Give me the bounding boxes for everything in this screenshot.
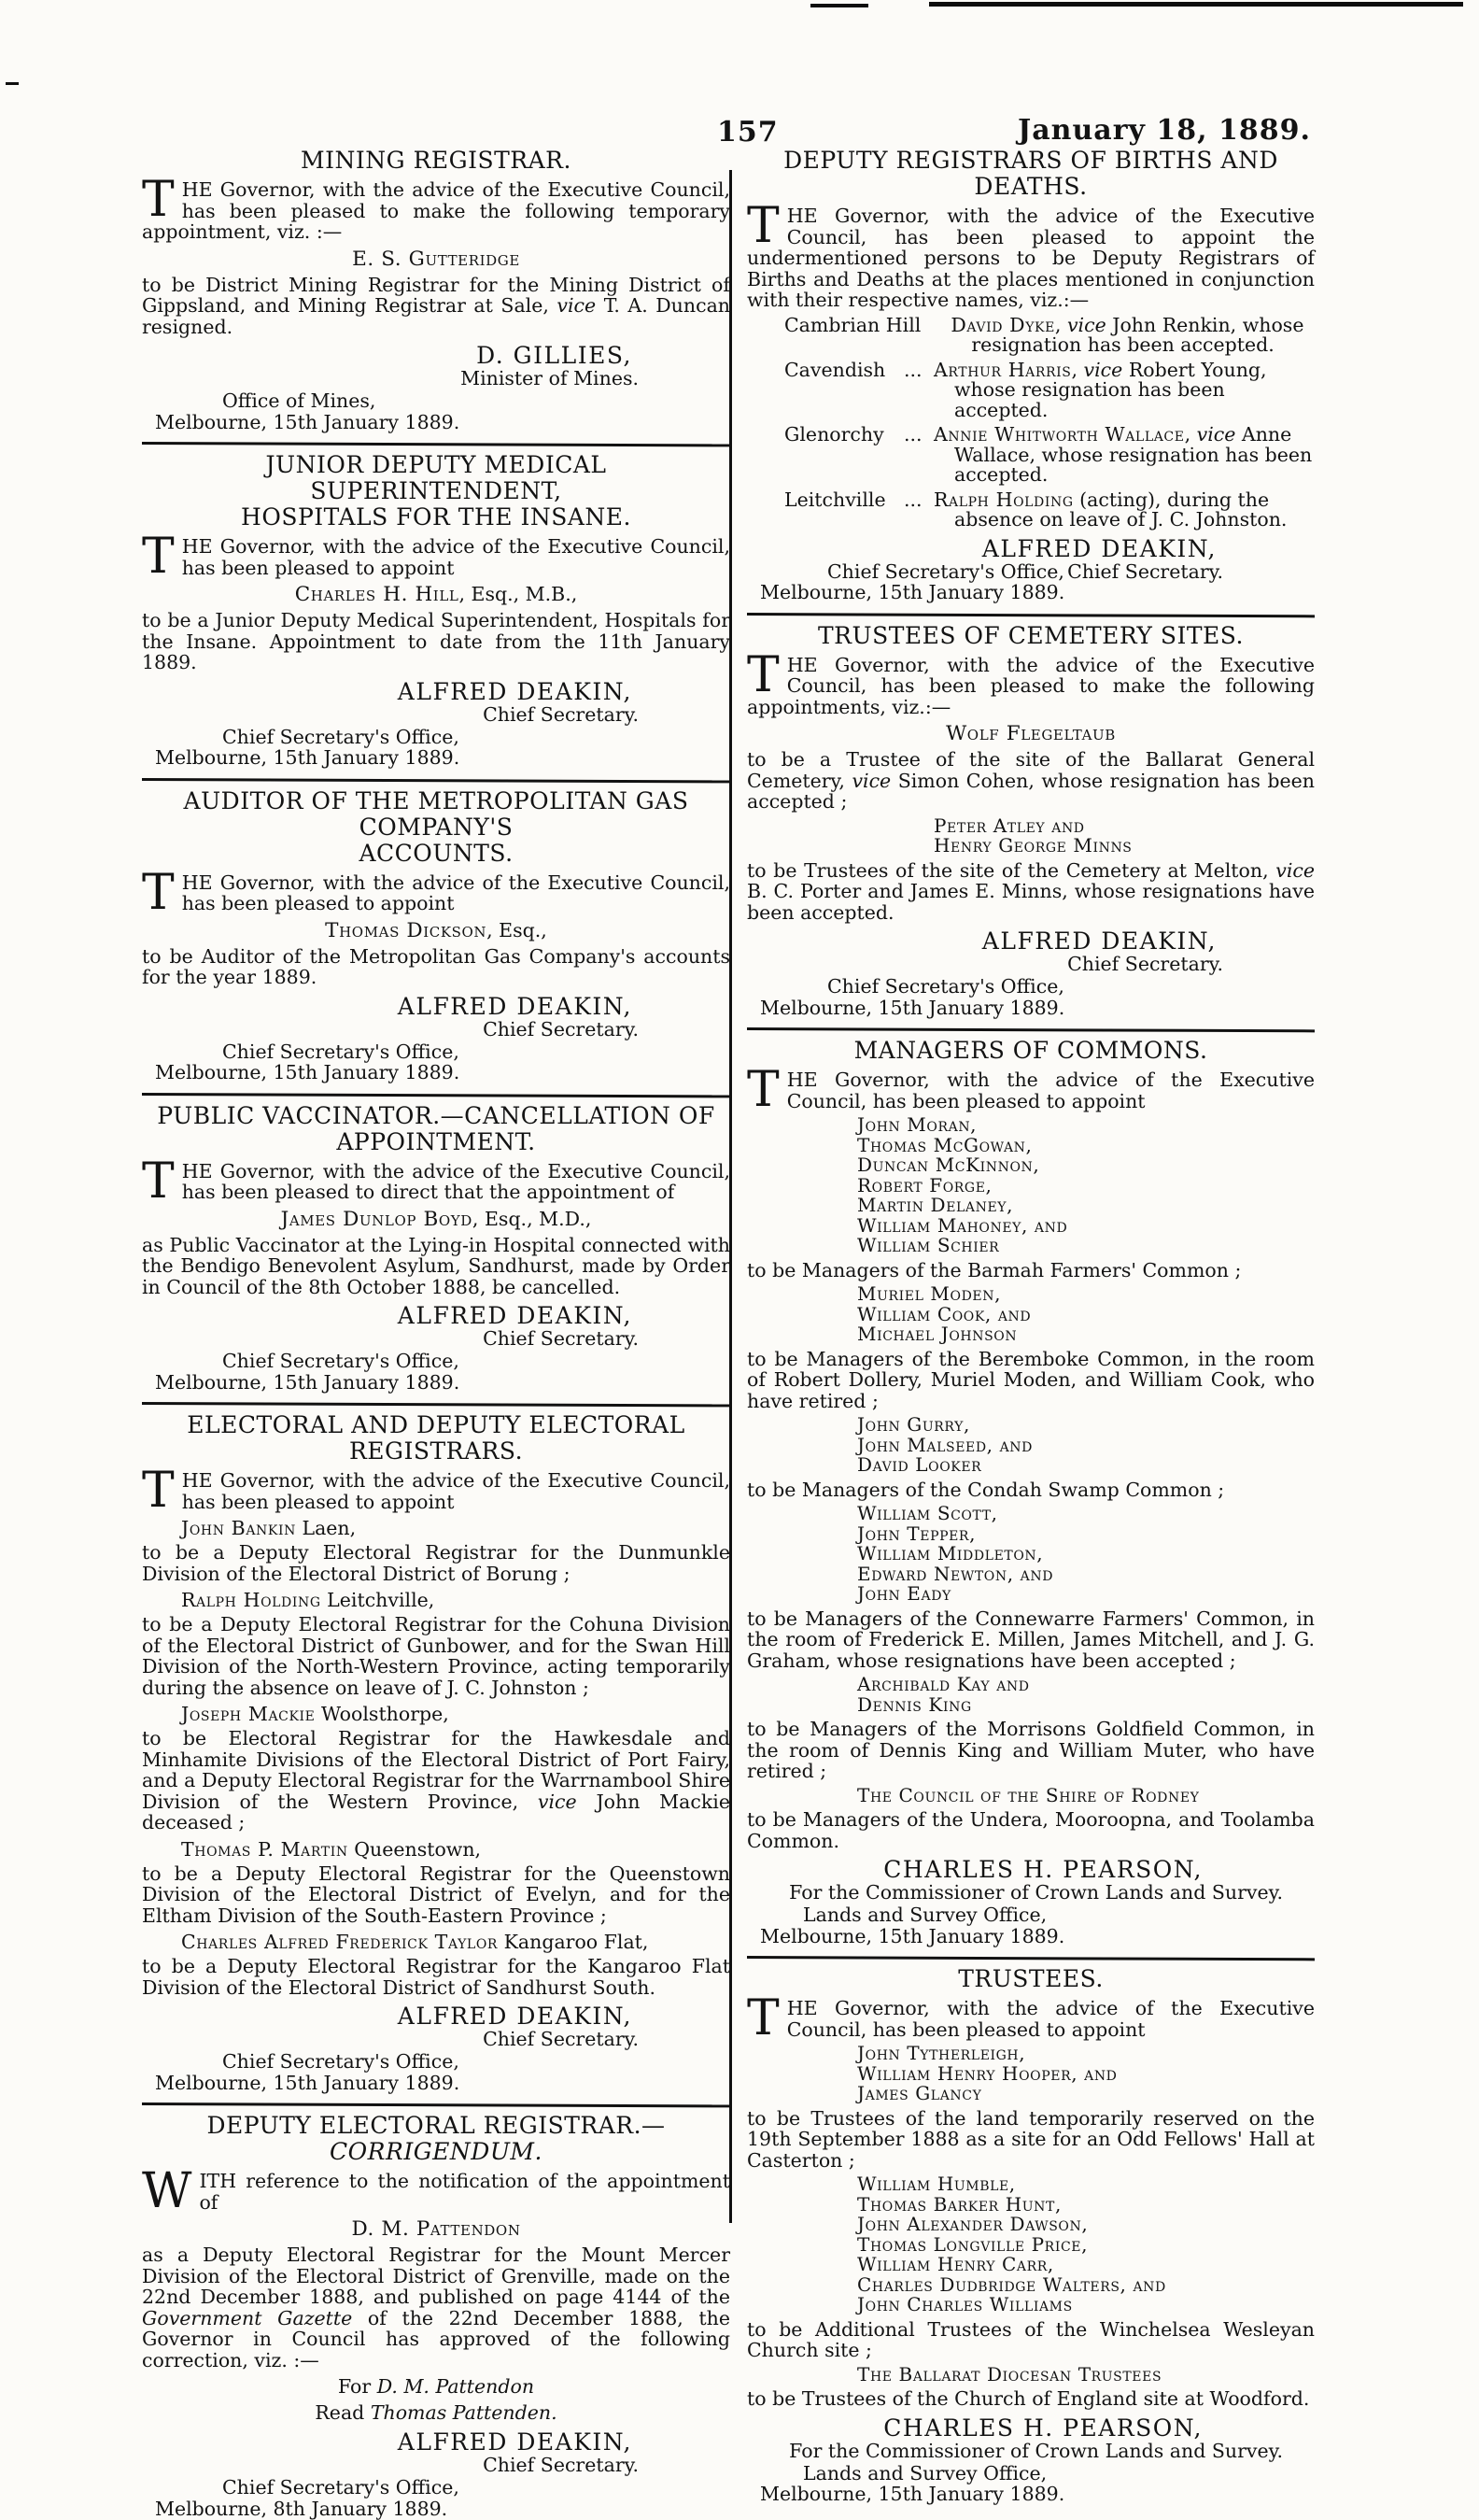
appointee-name — [142, 2217, 730, 2241]
section-auditor — [142, 788, 730, 1096]
entry-rest: Robert Young, whose resignation has been accepted. — [954, 358, 1267, 421]
registrar-entry — [747, 313, 1315, 356]
appointee-name — [142, 248, 730, 271]
correction-read-line — [142, 2401, 730, 2424]
list-name: Archibald Kay and — [857, 1673, 1030, 1695]
appointee-name-list — [857, 1675, 1315, 1715]
entry-dots — [921, 316, 951, 356]
list-name: Thomas McGowan, — [857, 1133, 1033, 1156]
signature-title: Chief Secretary. — [1067, 559, 1223, 583]
entry-sep: , — [1071, 358, 1084, 381]
body-text: to be Trustees of the site of the Cemetery at Melton, — [747, 858, 1276, 882]
section-rule — [747, 1956, 1315, 1961]
dropcap-letter: T — [142, 172, 175, 228]
intro-text: HE Governor, with the advice of the Executive Council, has been pleased to make the following temporary appointment, viz. :— — [142, 178, 730, 243]
signature-name: ALFRED DEAKIN, — [981, 927, 1217, 955]
body-text: to be Trustees of the Church of England site at Woodford. — [747, 2387, 1310, 2410]
body-paragraph — [747, 1260, 1315, 1281]
section-rule — [142, 2102, 730, 2107]
appointee-name-list — [857, 2362, 1315, 2386]
list-name: William Henry Carr, — [857, 2253, 1054, 2275]
entry-rest: (acting), during the absence on leave of J. C. Johnston. — [954, 488, 1288, 531]
heading-line: ELECTORAL AND DEPUTY ELECTORAL — [187, 1411, 685, 1438]
section-mining-registrar — [142, 148, 730, 445]
office-date-line: Melbourne, 15th January 1889. — [155, 1370, 460, 1394]
appointee-name — [181, 1931, 730, 1953]
vice-italic: vice — [852, 769, 892, 792]
appointee-name-list — [857, 1415, 1315, 1476]
office-date-line: Melbourne, 15th January 1889. — [155, 2071, 460, 2094]
appointee-name — [181, 1703, 730, 1725]
signature-title: Chief Secretary. — [483, 702, 639, 726]
section-heading: DEPUTY REGISTRARS OF BIRTHS AND DEATHS. — [783, 147, 1278, 200]
body-paragraph — [142, 946, 730, 988]
body-paragraph — [747, 1349, 1315, 1412]
appointee-smallcaps: Joseph Mackie — [181, 1703, 316, 1725]
list-name: John Alexander Dawson, — [857, 2213, 1089, 2235]
list-name: William Scott, — [857, 1502, 998, 1524]
signature-name: ALFRED DEAKIN, — [397, 992, 632, 1020]
heading-line: APPOINTMENT. — [336, 1127, 536, 1155]
office-date-line: Melbourne, 15th January 1889. — [760, 1924, 1065, 1947]
body-text: B. C. Porter and James E. Minns, whose resignations have been accepted. — [747, 880, 1315, 924]
appointee-place: Woolsthorpe, — [315, 1703, 449, 1725]
appointee-smallcaps: John Bankin — [181, 1517, 296, 1539]
entry-sep: , — [1184, 423, 1197, 446]
entry-text — [951, 313, 1315, 356]
intro-text: HE Governor, with the advice of the Executive Council, has been pleased to appoint — [181, 871, 730, 914]
entry-text — [934, 358, 1315, 421]
body-paragraph — [142, 1614, 730, 1698]
appointee-smallcaps: Wolf Flegeltaub — [946, 722, 1116, 745]
scan-artifact-rule — [929, 2, 1463, 7]
body-text: Simon Cohen, whose resignation has been accepted ; — [747, 769, 1316, 813]
appointee-smallcaps: Charles H. Hill — [294, 583, 459, 606]
appointee-place: Queenstown, — [347, 1837, 482, 1861]
body-paragraph — [142, 275, 730, 338]
body-paragraph — [747, 2319, 1315, 2361]
vice-italic: vice — [1275, 858, 1315, 882]
section-rule — [747, 1027, 1315, 1032]
office-date-line: Melbourne, 15th January 1889. — [155, 410, 460, 433]
body-text: to be Managers of the Condah Swamp Common ; — [747, 1478, 1225, 1501]
intro-paragraph — [142, 1153, 730, 1210]
section-rule — [142, 1402, 730, 1407]
office-date-line: Melbourne, 15th January 1889. — [760, 581, 1065, 603]
body-paragraph — [747, 860, 1315, 924]
entry-place: Leitchville — [784, 488, 886, 511]
entry-dots: ... — [904, 488, 923, 511]
office-line: Chief Secretary's Office, — [222, 1350, 459, 1372]
appointee-smallcaps: Charles Alfred Frederick Taylor — [181, 1931, 499, 1953]
intro-paragraph — [747, 198, 1315, 311]
signature-title: Chief Secretary. — [483, 2028, 639, 2050]
correction-label: Read — [315, 2401, 371, 2424]
body-paragraph — [142, 2244, 730, 2371]
section-corrigendum — [142, 2113, 730, 2519]
signature-title: For the Commissioner of Crown Lands and Survey. — [789, 1881, 1283, 1904]
section-rule — [142, 778, 730, 783]
body-text: to be a Deputy Electoral Registrar for the Dunmunkle Division of the Electoral District of Borung ; — [142, 1541, 730, 1585]
entry-sep: , — [1054, 313, 1067, 336]
list-name: The Council of the Shire of Rodney — [857, 1783, 1200, 1806]
body-text: of the 22nd December 1888, the Governor in Council has approved of the following correction, viz. :— — [142, 2306, 730, 2371]
section-heading — [142, 1412, 730, 1465]
section-rule — [142, 1093, 730, 1097]
office-line: Chief Secretary's Office, — [827, 975, 1064, 998]
body-text: to be a Junior Deputy Medical Superintendent, Hospitals for the Insane. Appointment to date from the 11th January 1889. — [142, 609, 730, 673]
list-name: Thomas Barker Hunt, — [857, 2192, 1062, 2216]
signature-name: D. GILLIES, — [476, 342, 632, 369]
body-text: to be Managers of the Connewarre Farmers' Common, in the room of Frederick E. Millen, James Mitchell, and J. G. Graham, whose resignations have been accepted ; — [747, 1607, 1315, 1672]
list-name: William Mahoney, and — [857, 1213, 1068, 1237]
list-name: John Tepper, — [857, 1522, 977, 1545]
heading-italic: CORRIGENDUM. — [330, 2138, 542, 2165]
intro-paragraph — [142, 1463, 730, 1519]
appointee-smallcaps: James Dunlop Boyd — [280, 1207, 472, 1231]
body-text: to be a Deputy Electoral Registrar for the Queenstown Division of the Electoral District of Evelyn, and for the Eltham Division of the South-Eastern Province ; — [142, 1862, 730, 1927]
body-text: to be Trustees of the land temporarily reserved on the 19th September 1888 as a site for an Odd Fellows' Hall at Casterton ; — [747, 2106, 1315, 2172]
dropcap-letter: T — [142, 1153, 175, 1210]
dropcap-letter: T — [142, 1463, 175, 1519]
list-name: Robert Forge, — [857, 1173, 993, 1196]
list-name: David Looker — [857, 1453, 982, 1476]
section-heading: MANAGERS OF COMMONS. — [853, 1037, 1208, 1064]
intro-text: HE Governor, with the advice of the Executive Council, has been pleased to make the following appointments, viz.:— — [747, 653, 1315, 718]
body-text: to be a Trustee of the site of the Ballarat General Cemetery, — [747, 748, 1315, 792]
dropcap-letter: T — [142, 864, 175, 921]
body-paragraph — [747, 1608, 1315, 1672]
correction-name-italic: Thomas Pattenden. — [370, 2401, 557, 2424]
list-name: Dennis King — [857, 1692, 972, 1716]
list-name: John Gurry, — [857, 1413, 970, 1436]
heading-line: HOSPITALS FOR THE INSANE. — [241, 503, 631, 531]
entry-rest: John Renkin, whose resignation has been accepted. — [971, 313, 1304, 356]
signature-title: Chief Secretary. — [483, 1327, 639, 1350]
list-name: John Tytherleigh, — [857, 2042, 1026, 2064]
dropcap-letter: T — [747, 1990, 780, 2046]
section-trustees — [747, 1966, 1315, 2505]
dropcap-letter: T — [142, 529, 175, 585]
body-paragraph — [142, 1542, 730, 1584]
entry-place: Glenorchy — [784, 423, 884, 446]
list-name: Thomas Longville Price, — [857, 2232, 1089, 2256]
entry-text — [934, 425, 1315, 486]
office-line: Chief Secretary's Office, — [222, 2050, 459, 2073]
page-number: 157 — [717, 116, 779, 149]
left-column — [142, 146, 730, 2519]
entry-dots: ... — [904, 358, 923, 381]
list-name: Michael Johnson — [857, 1323, 1018, 1345]
appointee-suffix: , Esq., M.D., — [472, 1207, 592, 1230]
appointee-name — [142, 583, 730, 606]
appointee-suffix: , Esq., — [486, 918, 547, 941]
heading-roman: DEPUTY ELECTORAL REGISTRAR.— — [206, 2112, 666, 2139]
signature-name: ALFRED DEAKIN, — [397, 2428, 632, 2456]
body-paragraph — [747, 2108, 1315, 2172]
entry-text — [934, 490, 1315, 531]
body-text: as a Deputy Electoral Registrar for the Mount Mercer Division of the Electoral District of Grenville, made on the 22nd December 1888, and published on page 4144 of the — [142, 2244, 730, 2308]
intro-paragraph — [142, 864, 730, 921]
list-name: William Humble, — [857, 2173, 1016, 2195]
office-line: Chief Secretary's Office, — [222, 1040, 459, 1063]
intro-paragraph — [142, 172, 730, 243]
section-vaccinator — [142, 1103, 730, 1406]
entry-name-smallcaps: David Dyke — [951, 313, 1055, 336]
office-line: Chief Secretary's Office, — [827, 559, 1064, 583]
list-name: Charles Dudbridge Walters, and — [857, 2272, 1166, 2296]
body-text: as Public Vaccinator at the Lying-in Hospital connected with the Bendigo Benevolent Asylum, Sandhurst, made by Order in Council of the 8th October 1888, be cancelled. — [142, 1233, 730, 1298]
body-text: to be District Mining Registrar for the Mining District of Gippsland, and Mining Registrar at Sale, — [142, 273, 730, 317]
intro-paragraph — [142, 2163, 730, 2219]
appointee-name — [181, 1517, 730, 1539]
office-date-line: Melbourne, 15th January 1889. — [760, 2483, 1065, 2505]
list-name: The Ballarat Diocesan Trustees — [857, 2362, 1162, 2386]
intro-text: HE Governor, with the advice of the Executive Council, has been pleased to appoint the undermentioned persons to be Deputy Registrars of Births and Deaths at the places mentioned in conjunction with their respective names, viz.:— — [747, 205, 1315, 311]
office-line: Lands and Survey Office, — [803, 2461, 1048, 2485]
dropcap-letter: T — [747, 1062, 780, 1118]
entry-place: Cambrian Hill — [784, 313, 922, 336]
entry-name-smallcaps: Ralph Holding — [934, 488, 1074, 511]
office-line: Chief Secretary's Office, — [222, 2476, 459, 2499]
appointee-name-list — [857, 1284, 1315, 1345]
body-paragraph — [142, 1863, 730, 1927]
section-electoral-registrars — [142, 1412, 730, 2105]
issue-date: January 18, 1889. — [1018, 114, 1311, 147]
appointee-name-list — [857, 2174, 1315, 2315]
entry-name-smallcaps: Arthur Harris — [934, 358, 1072, 381]
dropcap-letter: T — [747, 646, 780, 703]
section-heading — [142, 788, 730, 867]
appointee-smallcaps: Thomas Dickson — [325, 918, 487, 942]
intro-text: ITH reference to the notification of the appointment of — [199, 2170, 730, 2214]
body-text: to be Auditor of the Metropolitan Gas Company's accounts for the year 1889. — [142, 944, 730, 988]
signature-name: CHARLES H. PEARSON, — [883, 1856, 1203, 1883]
appointee-smallcaps: Thomas P. Martin — [181, 1837, 348, 1861]
office-line: Lands and Survey Office, — [803, 1904, 1048, 1926]
appointee-place: Laen, — [295, 1517, 357, 1539]
office-line: Chief Secretary's Office, — [222, 725, 459, 748]
signature-name: ALFRED DEAKIN, — [397, 1302, 632, 1329]
section-cemetery-trustees — [747, 623, 1315, 1031]
list-name: John Malseed, and — [857, 1433, 1033, 1456]
body-text: to be Electoral Registrar for the Hawkesdale and Minhamite Divisions of the Electoral District of Port Fairy, and a Deputy Electoral Registrar for the Warrnambool Shire Division of the Western Province, — [142, 1727, 730, 1813]
body-text: to be a Deputy Electoral Registrar for the Kangaroo Flat Division of the Electoral District of Sandhurst South. — [142, 1955, 730, 1999]
signature-office-row — [747, 561, 1315, 583]
vice-italic: vice — [1196, 423, 1236, 446]
heading-line: ACCOUNTS. — [359, 839, 514, 867]
appointee-smallcaps: Ralph Holding — [181, 1589, 321, 1611]
intro-text: HE Governor, with the advice of the Executive Council, has been pleased to appoint — [181, 1469, 730, 1513]
vice-italic: vice — [1083, 358, 1123, 381]
appointee-name-list — [857, 1115, 1315, 1256]
vice-italic: vice — [1066, 313, 1106, 336]
signature-title: Chief Secretary. — [1067, 953, 1223, 975]
entry-name-smallcaps: Annie Whitworth Wallace — [934, 423, 1185, 446]
body-text: to be Managers of the Morrisons Goldfield Common, in the room of Dennis King and William Muter, who have retired ; — [747, 1718, 1315, 1782]
list-name: Duncan McKinnon, — [857, 1154, 1040, 1176]
heading-line: REGISTRARS. — [348, 1437, 524, 1465]
registrar-entry — [747, 425, 1315, 486]
section-junior-deputy — [142, 452, 730, 781]
registrar-entry — [747, 490, 1315, 531]
body-paragraph — [747, 1719, 1315, 1782]
intro-paragraph — [747, 1990, 1315, 2046]
appointee-name — [747, 722, 1315, 745]
appointee-smallcaps: D. M. Pattendon — [351, 2217, 521, 2241]
body-paragraph — [142, 1956, 730, 1998]
appointee-name-list — [857, 1504, 1315, 1605]
intro-text: HE Governor, with the advice of the Executive Council, has been pleased to direct that the appointment of — [181, 1159, 730, 1203]
dropcap-letter: W — [142, 2163, 192, 2219]
section-heading: TRUSTEES. — [958, 1965, 1104, 1992]
section-heading: TRUSTEES OF CEMETERY SITES. — [818, 621, 1244, 649]
signature-title: For the Commissioner of Crown Lands and Survey. — [789, 2439, 1283, 2462]
office-line: Office of Mines, — [222, 389, 376, 412]
section-rule — [747, 613, 1315, 617]
entry-rest: Anne Wallace, whose resignation has been accepted. — [954, 423, 1313, 486]
list-name: Henry George Minns — [934, 834, 1133, 857]
intro-text: HE Governor, with the advice of the Executive Council, has been pleased to appoint — [786, 1997, 1315, 2041]
appointee-place: Kangaroo Flat, — [498, 1931, 649, 1953]
scan-artifact-dash — [810, 4, 868, 7]
body-paragraph — [747, 749, 1315, 813]
appointee-name — [142, 1208, 730, 1231]
list-name: John Moran, — [857, 1113, 978, 1136]
appointee-name-list — [857, 2044, 1315, 2104]
list-name: John Eady — [857, 1582, 951, 1605]
section-heading: MINING REGISTRAR. — [301, 147, 571, 174]
section-heading — [142, 2113, 730, 2165]
list-name: William Henry Hooper, and — [857, 2061, 1118, 2085]
list-name: Edward Newton, and — [857, 1562, 1054, 1585]
list-name: Peter Atley and — [934, 814, 1085, 837]
intro-paragraph — [747, 646, 1315, 718]
list-name: James Glancy — [857, 2082, 982, 2104]
intro-paragraph — [747, 1062, 1315, 1118]
correction-label: For — [337, 2375, 377, 2398]
vice-italic: vice — [537, 1790, 577, 1813]
heading-line: AUDITOR OF THE METROPOLITAN GAS COMPANY'S — [183, 786, 689, 841]
section-managers-of-commons — [747, 1038, 1315, 1959]
list-name: Martin Delaney, — [857, 1194, 1014, 1216]
heading-line: JUNIOR DEPUTY MEDICAL SUPERINTENDENT, — [265, 451, 607, 504]
appointee-name — [181, 1589, 730, 1611]
signature-title: Minister of Mines. — [460, 367, 639, 389]
correction-name-italic: D. M. Pattendon — [376, 2375, 535, 2398]
signature-name: ALFRED DEAKIN, — [981, 534, 1217, 562]
intro-text: HE Governor, with the advice of the Executive Council, has been pleased to appoint — [786, 1069, 1315, 1112]
vice-italic: vice — [556, 294, 597, 317]
body-text: to be a Deputy Electoral Registrar for the Cohuna Division of the Electoral District of Gunbower, and for the Swan Hill Division of the North-Western Province, acting temporarily during the absence on leave of J. C. Johnston ; — [142, 1613, 730, 1699]
body-text: to be Additional Trustees of the Winchelsea Wesleyan Church site ; — [747, 2317, 1315, 2361]
list-name: Muriel Moden, — [857, 1282, 1002, 1305]
section-rule — [142, 442, 730, 446]
entry-dots: ... — [904, 423, 923, 446]
intro-paragraph — [142, 529, 730, 585]
body-paragraph — [142, 1728, 730, 1833]
appointee-name-list — [857, 1783, 1315, 1806]
body-text: to be Managers of the Beremboke Common, in the room of Robert Dollery, Muriel Moden, and William Cook, who have retired ; — [747, 1347, 1315, 1412]
body-text: T. A. Duncan resigned. — [142, 294, 730, 338]
body-text: John Mackie deceased ; — [142, 1790, 730, 1833]
correction-for-line — [142, 2375, 730, 2398]
section-births-deaths — [747, 148, 1315, 616]
intro-text: HE Governor, with the advice of the Executive Council, has been pleased to appoint — [181, 535, 730, 579]
body-paragraph — [747, 2388, 1315, 2410]
body-text: to be Managers of the Undera, Mooroopna, and Toolamba Common. — [747, 1808, 1315, 1852]
signature-title: Chief Secretary. — [483, 2454, 639, 2476]
office-date-line: Melbourne, 15th January 1889. — [155, 746, 460, 769]
gazette-italic: Government Gazette — [142, 2306, 353, 2329]
signature-name: CHARLES H. PEARSON, — [883, 2414, 1203, 2442]
body-paragraph — [142, 610, 730, 673]
list-name: William Middleton, — [857, 1542, 1044, 1564]
entry-place: Cavendish — [784, 358, 886, 381]
office-date-line: Melbourne, 15th January 1889. — [760, 996, 1065, 1019]
list-name: William Schier — [857, 1234, 1000, 1256]
appointee-name-list — [934, 816, 1315, 857]
appointee-name — [142, 919, 730, 942]
signature-name: ALFRED DEAKIN, — [397, 2003, 632, 2030]
office-date-line: Melbourne, 15th January 1889. — [155, 1061, 460, 1083]
registrar-entry — [747, 358, 1315, 421]
office-date-line: Melbourne, 8th January 1889. — [155, 2497, 448, 2520]
body-paragraph — [142, 1235, 730, 1298]
appointee-smallcaps: E. S. Gutteridge — [352, 247, 520, 271]
body-paragraph — [747, 1809, 1315, 1851]
section-heading — [142, 1103, 730, 1155]
dropcap-letter: T — [747, 198, 780, 254]
section-heading — [142, 452, 730, 531]
signature-title: Chief Secretary. — [483, 1017, 639, 1041]
heading-line: PUBLIC VACCINATOR.—CANCELLATION OF — [157, 1101, 715, 1129]
body-text: to be Managers of the Barmah Farmers' Common ; — [747, 1258, 1242, 1281]
list-name: William Cook, and — [857, 1302, 1032, 1325]
appointee-place: Leitchville, — [320, 1589, 435, 1611]
appointee-name — [181, 1838, 730, 1861]
signature-name: ALFRED DEAKIN, — [397, 677, 632, 705]
right-column — [747, 146, 1315, 2505]
body-paragraph — [747, 1479, 1315, 1501]
scan-artifact-dash — [6, 82, 19, 85]
list-name: John Charles Williams — [857, 2293, 1073, 2315]
appointee-suffix: , Esq., M.B., — [458, 583, 578, 605]
